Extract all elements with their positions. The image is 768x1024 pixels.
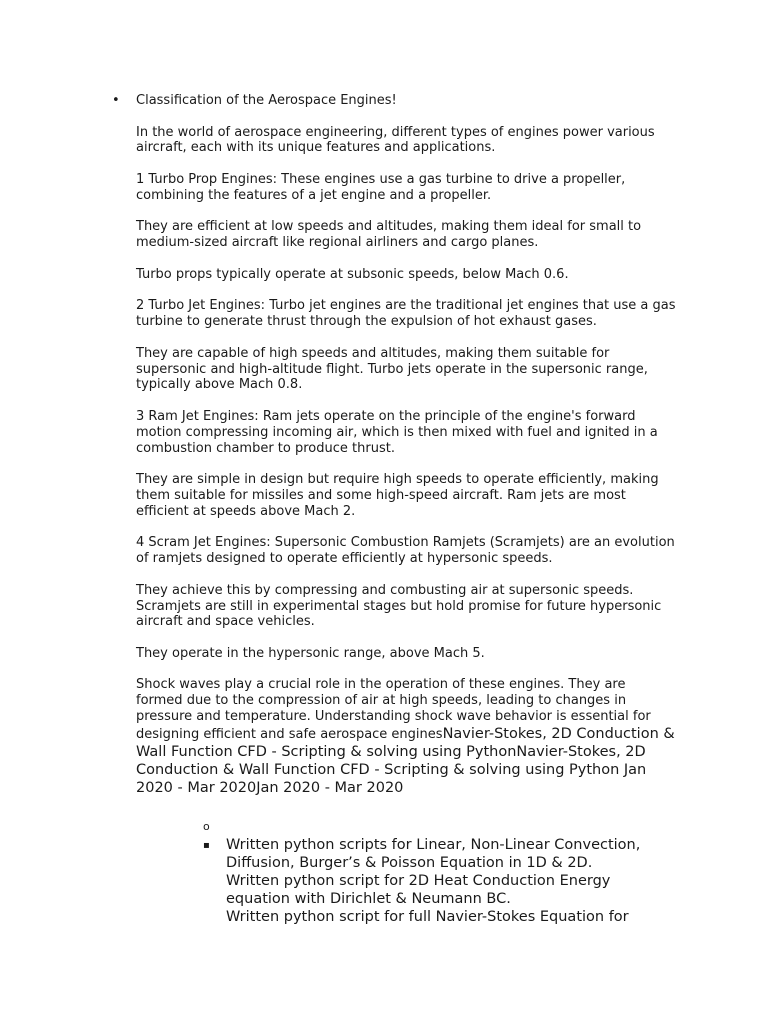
paragraph-shock-waves	[136, 677, 676, 797]
list-item-content	[136, 93, 676, 813]
intro-paragraph: In the world of aerospace engineering, different types of engines power various aircraft, each with its unique features and applications.	[136, 124, 655, 156]
project-title-text: Navier-Stokes, 2D Conduction & Wall Function CFD - Scripting & solving using PythonNavier-Stokes, 2D Conduction & Wall Function CFD - Scripting & solving using Python Jan 2020 - Mar 2020Jan 2020 - Mar 2020	[136, 725, 675, 797]
sub-line-3: Written python script for full Navier-Stokes Equation for	[226, 909, 629, 926]
list-bullet: •	[112, 93, 120, 108]
paragraph-turbojet: 2 Turbo Jet Engines: Turbo jet engines are the traditional jet engines that use a gas turbine to generate thrust through the expulsion of hot exhaust gases.	[136, 298, 676, 330]
sub-line-2: Written python script for 2D Heat Conduction Energy equation with Dirichlet & Neumann BC.	[226, 872, 611, 908]
paragraph-ramjet-usage: They are simple in design but require high speeds to operate efficiently, making them suitable for missiles and some high-speed aircraft. Ram jets are most efficient at speeds above Mach 2.	[136, 472, 659, 519]
paragraph-turboprop-usage: They are efficient at low speeds and altitudes, making them ideal for small to medium-sized aircraft like regional airliners and cargo planes.	[136, 219, 642, 251]
paragraph-turboprop-speed: Turbo props typically operate at subsonic speeds, below Mach 0.6.	[136, 266, 569, 282]
paragraph-turboprop: 1 Turbo Prop Engines: These engines use a gas turbine to drive a propeller, combining the features of a jet engine and a propeller.	[136, 171, 626, 203]
sublist-bullet: ▪	[203, 840, 210, 851]
sub-line-1: Written python scripts for Linear, Non-Linear Convection, Diffusion, Burger’s & Poisson Equation in 1D & 2D.	[226, 836, 641, 871]
paragraph-scramjet-usage: They achieve this by compressing and combusting air at supersonic speeds. Scramjets are still in experimental stages but hold promise for future hypersonic aircraft and space vehicles.	[136, 582, 662, 630]
paragraph-turbojet-usage: They are capable of high speeds and altitudes, making them suitable for supersonic and high-altitude flight. Turbo jets operate in the supersonic range, typically above Mach 0.8.	[136, 345, 648, 393]
paragraph-scramjet: 4 Scram Jet Engines: Supersonic Combustion Ramjets (Scramjets) are an evolution of ramjets designed to operate efficiently at hypersonic speeds.	[136, 535, 675, 567]
paragraph-scramjet-speed: They operate in the hypersonic range, above Mach 5.	[136, 645, 485, 661]
sublist-marker: o	[203, 820, 210, 833]
shock-waves-text: Shock waves play a crucial role in the operation of these engines. They are formed due to the compression of air at high speeds, leading to changes in pressure and temperature. Understanding shock wave behavior is essential for designing efficient and safe aerospace engines	[136, 677, 651, 742]
paragraph-ramjet: 3 Ram Jet Engines: Ram jets operate on the principle of the engine's forward motion compressing incoming air, which is then mixed with fuel and ignited in a combustion chamber to produce thrust.	[136, 408, 658, 456]
sublist-item-content	[226, 836, 676, 927]
section-heading: Classification of the Aerospace Engines!	[136, 93, 397, 108]
